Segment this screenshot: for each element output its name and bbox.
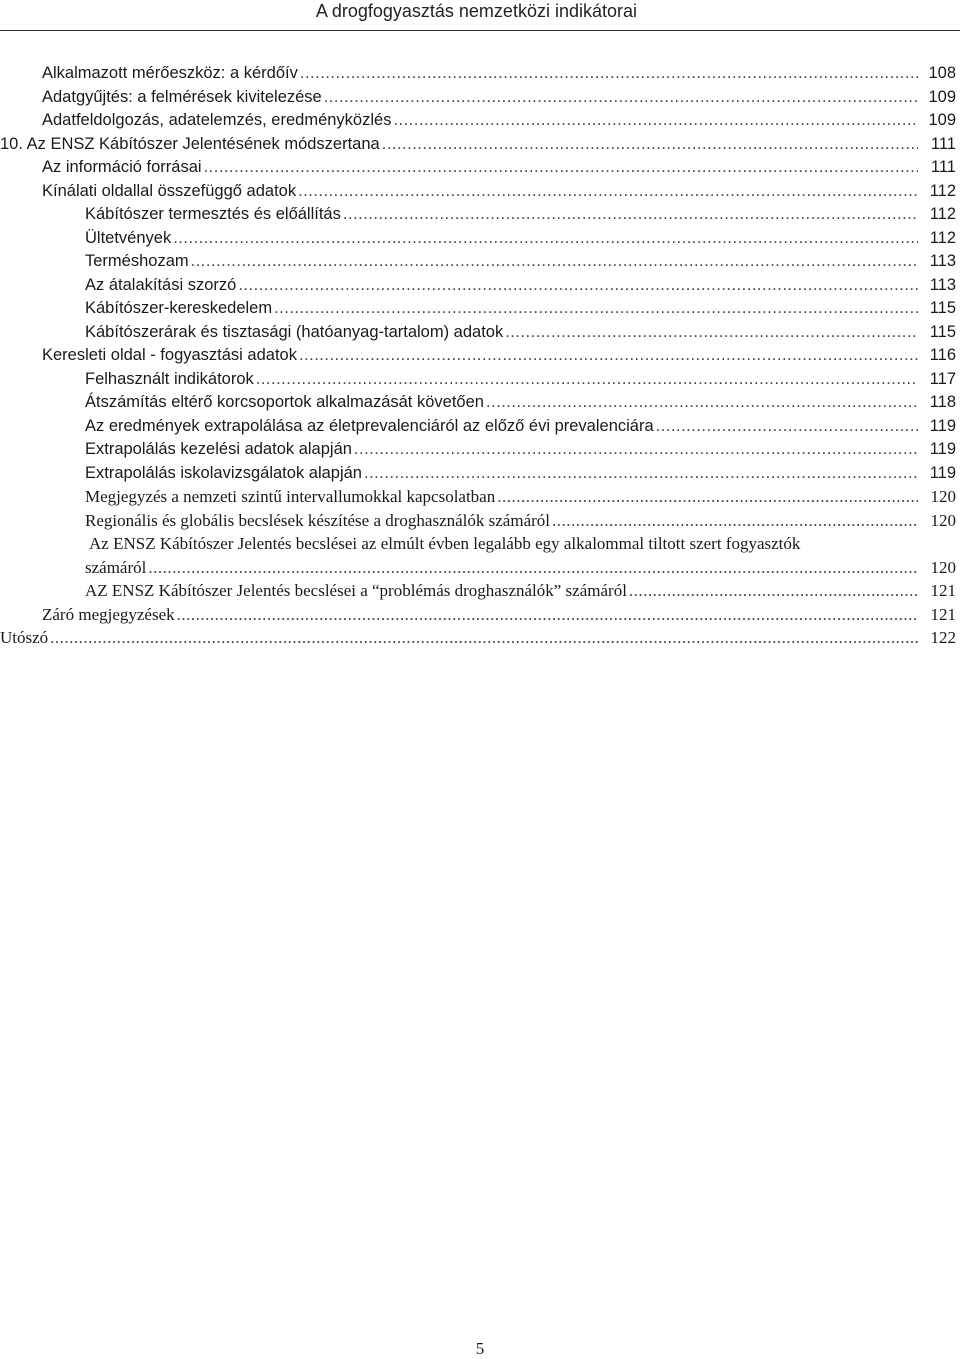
dot-leader xyxy=(50,626,918,650)
header-title: A drogfogyasztás nemzetközi indikátorai xyxy=(315,1,637,21)
toc-page-number: 115 xyxy=(929,322,956,341)
dot-leader xyxy=(204,156,918,180)
toc-entry-title: Kábítószerárak és tisztasági (hatóanyag-tartalom) adatok xyxy=(85,322,504,341)
toc-entry-title: Az átalakítási szorzó xyxy=(85,275,237,294)
dot-leader xyxy=(173,227,918,251)
toc-page-number: 112 xyxy=(929,181,956,200)
toc-entry[interactable] xyxy=(0,579,960,603)
toc-entry[interactable] xyxy=(0,86,960,110)
dot-leader xyxy=(505,321,918,345)
toc-entry[interactable] xyxy=(0,415,960,439)
toc-entry-title: Ültetvények xyxy=(85,228,172,247)
dot-leader xyxy=(364,462,918,486)
toc-entry[interactable] xyxy=(0,250,960,274)
toc-entry-title-continued: számáról xyxy=(85,557,147,577)
toc-page-number: 120 xyxy=(930,510,956,530)
toc-entry[interactable] xyxy=(0,274,960,298)
toc-page-number: 120 xyxy=(930,557,956,577)
toc-entry-title: Extrapolálás kezelési adatok alapján xyxy=(85,440,352,458)
toc-entry[interactable] xyxy=(0,485,960,509)
table-of-contents xyxy=(0,62,960,650)
toc-entry[interactable] xyxy=(0,227,960,251)
toc-entry-title: Megjegyzés a nemzeti szintű intervallumokkal kapcsolatban xyxy=(85,487,496,506)
toc-entry[interactable] xyxy=(0,180,960,204)
toc-entry[interactable] xyxy=(0,62,960,86)
dot-leader xyxy=(299,344,918,368)
toc-page-number: 111 xyxy=(930,158,956,176)
dot-leader xyxy=(629,579,918,603)
toc-entry-title: Alkalmazott mérőeszköz: a kérdőív xyxy=(42,64,298,82)
dot-leader xyxy=(393,109,918,133)
dot-leader xyxy=(497,485,918,509)
toc-entry-title: Adatfeldolgozás, adatelemzés, eredményközlés xyxy=(42,111,392,129)
toc-entry[interactable] xyxy=(0,297,960,321)
toc-page-number: 113 xyxy=(929,252,956,270)
toc-page-number: 112 xyxy=(929,228,956,247)
toc-page-number: 113 xyxy=(929,275,956,294)
toc-entry[interactable] xyxy=(0,368,960,392)
toc-page-number: 122 xyxy=(930,628,956,647)
toc-entry[interactable] xyxy=(0,203,960,227)
toc-page-number: 119 xyxy=(929,416,956,435)
toc-entry-title: Kínálati oldallal összefüggő adatok xyxy=(42,181,297,200)
dot-leader xyxy=(191,250,918,274)
running-header xyxy=(0,0,960,31)
dot-leader xyxy=(300,62,918,86)
dot-leader xyxy=(343,203,918,227)
toc-entry-title: Terméshozam xyxy=(85,252,189,270)
dot-leader xyxy=(656,415,918,439)
toc-entry-title: 10. Az ENSZ Kábítószer Jelentésének módszertana xyxy=(0,134,380,153)
toc-entry-title: Az ENSZ Kábítószer Jelentés becslései az elmúlt évben legalább egy alkalommal tiltott szert fogyasztók xyxy=(89,534,801,553)
toc-entry[interactable] xyxy=(0,321,960,345)
toc-entry[interactable] xyxy=(0,532,960,579)
dot-leader xyxy=(354,438,918,462)
dot-leader xyxy=(238,274,918,298)
toc-page-number: 111 xyxy=(930,134,956,153)
toc-entry[interactable] xyxy=(0,509,960,533)
toc-entry-title: Az eredmények extrapolálása az életprevalenciáról az előző évi prevalenciára xyxy=(85,416,654,435)
toc-entry-title: AZ ENSZ Kábítószer Jelentés becslései a “problémás droghasználók” számáról xyxy=(85,581,627,600)
toc-entry[interactable] xyxy=(0,438,960,462)
toc-entry-title: Utószó xyxy=(0,628,49,647)
toc-entry-title: Extrapolálás iskolavizsgálatok alapján xyxy=(85,463,362,482)
toc-page-number: 119 xyxy=(929,463,956,482)
page-number: 5 xyxy=(475,1339,485,1358)
toc-entry-title: Záró megjegyzések xyxy=(42,604,175,624)
toc-page-number: 121 xyxy=(930,604,956,624)
toc-page-number: 109 xyxy=(928,87,956,106)
dot-leader xyxy=(148,556,918,580)
dot-leader xyxy=(274,297,918,321)
toc-entry[interactable] xyxy=(0,109,960,133)
toc-entry[interactable] xyxy=(0,391,960,415)
dot-leader xyxy=(177,603,918,627)
dot-leader xyxy=(324,86,918,110)
toc-page-number: 115 xyxy=(929,299,956,317)
toc-entry[interactable] xyxy=(0,344,960,368)
dot-leader xyxy=(298,180,918,204)
toc-entry[interactable] xyxy=(0,626,960,650)
toc-entry[interactable] xyxy=(0,133,960,157)
toc-page-number: 112 xyxy=(929,205,956,223)
dot-leader xyxy=(256,368,918,392)
dot-leader xyxy=(382,133,918,157)
toc-entry-title: Keresleti oldal - fogyasztási adatok xyxy=(42,346,297,364)
toc-page-number: 109 xyxy=(928,111,956,129)
toc-entry-title: Kábítószer termesztés és előállítás xyxy=(85,205,341,223)
toc-page-number: 116 xyxy=(929,346,956,364)
toc-entry-title: Regionális és globális becslések készítése a droghasználók számáról xyxy=(85,510,550,530)
toc-page-number: 119 xyxy=(929,440,956,458)
toc-page-number: 108 xyxy=(928,64,956,82)
toc-entry-title: Kábítószer-kereskedelem xyxy=(85,299,273,317)
toc-entry-title: Adatgyűjtés: a felmérések kivitelezése xyxy=(42,87,322,106)
toc-page-number: 121 xyxy=(930,581,956,600)
dot-leader xyxy=(486,391,918,415)
toc-entry-title: Átszámítás eltérő korcsoportok alkalmazását követően xyxy=(85,393,484,411)
toc-page-number: 120 xyxy=(930,487,956,506)
toc-entry[interactable] xyxy=(0,462,960,486)
toc-page-number: 117 xyxy=(929,369,956,388)
toc-entry-title: Az információ forrásai xyxy=(42,158,202,176)
toc-entry[interactable] xyxy=(0,156,960,180)
toc-entry[interactable] xyxy=(0,603,960,627)
dot-leader xyxy=(552,509,918,533)
toc-entry-title: Felhasznált indikátorok xyxy=(85,369,254,388)
toc-page-number: 118 xyxy=(929,393,956,411)
